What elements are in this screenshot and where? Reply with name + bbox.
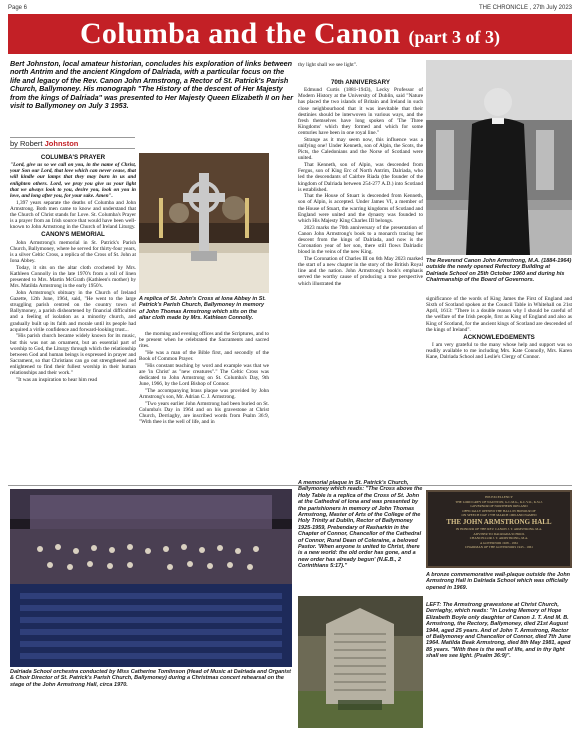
page-header [8, 4, 572, 14]
paragraph: John Armstrong's obituary in the Church of Ireland Gazette, 12th June, 1964, said, "He went to the large struggling parish centred on the country town of Ballymoney, a parish disheartened by financial difficulties and a feeling of isolation as a minority church, and gradually built up its faith and morale until its people had acquired a virile confidence and forward-looking trust... [10, 289, 136, 333]
orchestra-photo [10, 489, 292, 667]
paragraph: "It was an inspiration to hear him read [16, 376, 98, 383]
paragraph: "He was a man of the Bible first, and secondly of the Book of Common Prayer. [139, 349, 269, 363]
paragraph: Strange as it may seem now, this influence was a unifying one! Under Kenneth, son of Alpin, the Scots, the Picts, the Caledonians and the Norse of Scotland were united. [298, 136, 423, 162]
article-column-2 [139, 331, 269, 484]
plaque-line: IN HONOUR OF THE REV. CANON J. T. ARMSTRONG M.A. [455, 526, 543, 531]
standfirst: Bert Johnston, local amateur historian, concludes his exploration of links between north Antrim and the ancient Kingdom of Dalriada, with a particular focus on the life and legacy of the Rev. Canon John Armstrong, a Rector of St. Patrick's Parish Church, Ballymoney. His monograph "The History of the descent of Her Majesty from the kings of Dalriada" was presented to Her Majesty Queen Elizabeth II on her visit to Ballymoney on July 3 1953. [10, 59, 293, 111]
paragraph: "His parish church became widely known for its music, but this was not an ornament, but an essential part of worship to God, the Liturgy through which the relationship between God and human beings is expressed in prayer and Sacrament, so that Christians can go out strengthened and enlightened to find their fullest worship in their human relationships and their work." [10, 333, 136, 377]
paragraph: That Kenneth, son of Alpin, was descended from Fergus, son of King Erc of North Antrim, Dalriada, who led the descendants of Cairbre Riada (the founder of the kingdom of Dalriada between 254-277 A.D.) into Scotland is established. [298, 162, 423, 193]
caption-orchestra: Dalriada School orchestra conducted by Miss Catherine Tomlinson (Head of Music at Dalriada and Organist & Choir Director of St. Patrick's Parish Church, Ballymoney) during a Christmas concert rehearsal on the stage of the John Armstrong Hall, circa 1970. [10, 669, 291, 688]
paragraph: "His constant teaching by word and example was that we are 'in Christ' as "new creatures"." The Celtic Cross was dedicated to John Armstrong on St. Columba's Day, 9th June, 1966, by the Lord Bishop of Connor. [139, 362, 269, 388]
article-column-3-lead [298, 62, 423, 74]
paragraph: thy light shall we see light". [298, 62, 358, 68]
paragraph: 1,397 years separate the deaths of Columba and John Armstrong. Both men came to know and understand that the Church of Christ stands for Love. St. Columba's Prayer is a prayer from an Irish source that would have been well-known to John Armstrong in the Church of Ireland Liturgy. [10, 199, 136, 231]
caption-gravestone: LEFT: The Armstrong gravestone at Christ Church, Derriaghy, which reads: "In Loving Memory of Hope Elizabeth Boyle only daughter of Canon J. T. And M. B. Armstrong, the Rectory, Ballymoney, died 21st August 1944, aged 25 years. And of John T. Armstrong, Rector of Ballymoney and Chancellor of Connor, died 7th June 1964. Matilda Beak Armstrong, died 8th May 1981, aged 85 years. "With thee is the well of life, and in thy light shall we see light. (Psalm 36:9)". [426, 602, 571, 660]
caption-memorial: A memorial plaque in St. Patrick's Church, Ballymoney which reads: "The Cross above the Holy Table is a replica of the Cross of St. John at the Cathedral of Iona and was presented by the parishioners in memory of John Thomas Armstrong, Master of Arts of the College of the Holy Trinity at Dublin, Rector of Ballymoney 1925-1959, Prebendary of Rasharkin in the Chapter of Connor, Chancellor of the Cathedral of Connor, Rural Dean of Coleraine, a beloved Pastor. 'When anyone is united to Christ, there is a new world: the old order has gone, and a new order has already begun' (N.E.B., 2 Corinthians 5:17)." [298, 480, 423, 570]
article-column-3 [298, 78, 423, 378]
divider [8, 485, 572, 486]
prayer-text: "Lord, give us so we call on you, in the name of Christ, your Son our Lord, that love which can never cease, that will kindle our lamps that they may burn in us and enlighten others. Lord, we pray you give us your light that we always look to you, desire you, look on you in love, and long after you, for your sake. Amen". [10, 162, 136, 199]
plaque-line: THE JOHN ARMSTRONG HALL [446, 517, 552, 526]
plaque-text [432, 495, 566, 550]
paragraph: "Two years earlier John Armstrong had been buried on St. Columba's Day in 1964 and on his gravestone at Christ Church, Derriaghy, are inscribed words from Psalm 36:9, "With thee is the well of life, and in [139, 400, 269, 426]
plaque-line: A GOVERNOR 1928 - 1961 [479, 540, 519, 545]
plaque-line: CHANCELLOR J. T. ARMSTRONG, M.A. [469, 536, 529, 541]
paragraph: Today, it sits on the altar cloth crocheted by Mrs. Kathleen Connolly in the late 1970's from a roll of linen presented to Mrs. Martin McGrath (Kathleen's mother) by Mrs. Matilda Armstrong in the early 1950's. [10, 264, 136, 290]
paragraph: the morning and evening offices and the Scriptures, and to be present when he celebrated the Sacraments and sacred rites. [139, 331, 269, 350]
plaque-line: OFFICIALLY OPENED THE HALL IN HONOUR OF [462, 508, 536, 513]
paragraph: The Coronation of Charles III on 6th May 2023 marked the start of a new chapter in the story of the British Royal line and the nation. John Armstrong's book's emphasis served the worthy cause of producing a true perspective which illustrated the [298, 255, 423, 287]
headline-part: (part 3 of 3) [408, 26, 501, 47]
paragraph: significance of the words of King James the First of England and Sixth of Scotland spoken at the Council Table in Whitehall on 21st April, 1613: "There is a double reason why I should be careful of the welfare of the Irish people, first as King of England and also as King of Scotland, for the ancient kings of Scotland are descended of the kings of Ireland". [426, 296, 572, 333]
page-number: Page 6 [8, 5, 28, 11]
plaque-line: THE LORD GREY OF NAUNTON, G.C.M.G., K.C.V.O., K.St.J. [455, 499, 543, 504]
subhead-70th: 70th ANNIVERSARY [330, 79, 391, 86]
subhead-acknowledgements: ACKNOWLEDGEMENTS [463, 333, 535, 341]
cross-photo [139, 153, 269, 293]
plaque-line: ON SPEECH DAY 17TH MARCH 1969 AND NAMED [461, 513, 537, 518]
subhead-canon: CANON'S MEMORIAL [41, 231, 105, 239]
paragraph: John Armstrong's memorial in St. Patrick's Parish Church, Ballymoney, where he served for thirty-four years, is a silver Celtic Cross, a replica of the Cross of St. John at Iona Abbey. [10, 239, 136, 264]
paragraph: That the House of Stuart is descended from Kenneth, son of Alpin, is accepted. Under James VI, a member of the House of Stuart, the warring kingdoms of Scotland and England were united and the dynasty was founded to which His Majesty King Charles III belongs. [298, 193, 423, 224]
article-column-1 [10, 153, 136, 483]
paragraph: 2023 marks the 70th anniversary of the presentation of Canon John Armstrong's book to a monarch tracing her descent from the kings of Dalriada, and now is the Coronation year of her son, there still flows Dalriadic blood in the veins of the new King. [298, 224, 423, 256]
plaque-line: HIS EXCELLENCY [485, 495, 513, 499]
caption-plaque: A bronze commemorative wall-plaque outside the John Armstrong Hall in Dalriada School which was officially opened in 1969. [426, 572, 571, 591]
byline [10, 137, 135, 149]
paragraph: I am very grateful to the many whose help and support was so readily available to me including Mrs. Kate Connolly, Mrs. Karen Kane, Dalriada School and Leslie's Clergy of Connor. [426, 342, 572, 361]
plaque-line: ADVISER TO DALRIADA SCHOOL [473, 531, 525, 536]
gravestone-photo [298, 596, 423, 728]
headline-title: Columba and the Canon [79, 17, 401, 50]
plaque-line: CHAIRMAN OF THE GOVERNORS 1945 - 1961 [465, 545, 533, 550]
reverend-photo [426, 60, 572, 255]
caption-cross: A replica of St. John's Cross at Iona Abbey in St. Patrick's Parish Church, Ballymoney in memory of John Thomas Armstrong which sits on the altar cloth made by Mrs. Kathleen Connolly. [139, 296, 266, 322]
bronze-plaque-photo [426, 490, 572, 568]
caption-reverend: The Reverend Canon John Armstrong, M.A. (1884-1964) outside the newly opened Refectory Building at Dalriada School on 25th October 1960 and during his Chairmanship of the Board of Governors. [426, 258, 572, 284]
paragraph: "The accompanying brass plaque was provided by John Armstrong's son, Mr. Adrian C. J. Armstrong. [139, 387, 269, 401]
subhead-prayer: COLUMBA'S PRAYER [40, 154, 106, 161]
headline-banner [8, 14, 572, 54]
byline-name: Johnston [44, 139, 79, 148]
article-column-4 [426, 296, 572, 476]
publication-date: THE CHRONICLE , 27th July 2023 [478, 5, 572, 11]
byline-prefix: by Robert [10, 139, 45, 148]
paragraph: Edmund Curtis (1881-1943), Lecky Professor of Modern History at the University of Dublin, said "Nature has placed the two islands of Britain and Ireland in such close neighbourhood that it was inevitable that their destinies should be interwoven in various ways, and the fresh themselves have long spoken of 'The Three Kingdoms' which they formed and which for some centuries have been in one royal line." [298, 87, 423, 137]
plaque-line: GOVERNOR OF NORTHERN IRELAND [470, 504, 528, 509]
